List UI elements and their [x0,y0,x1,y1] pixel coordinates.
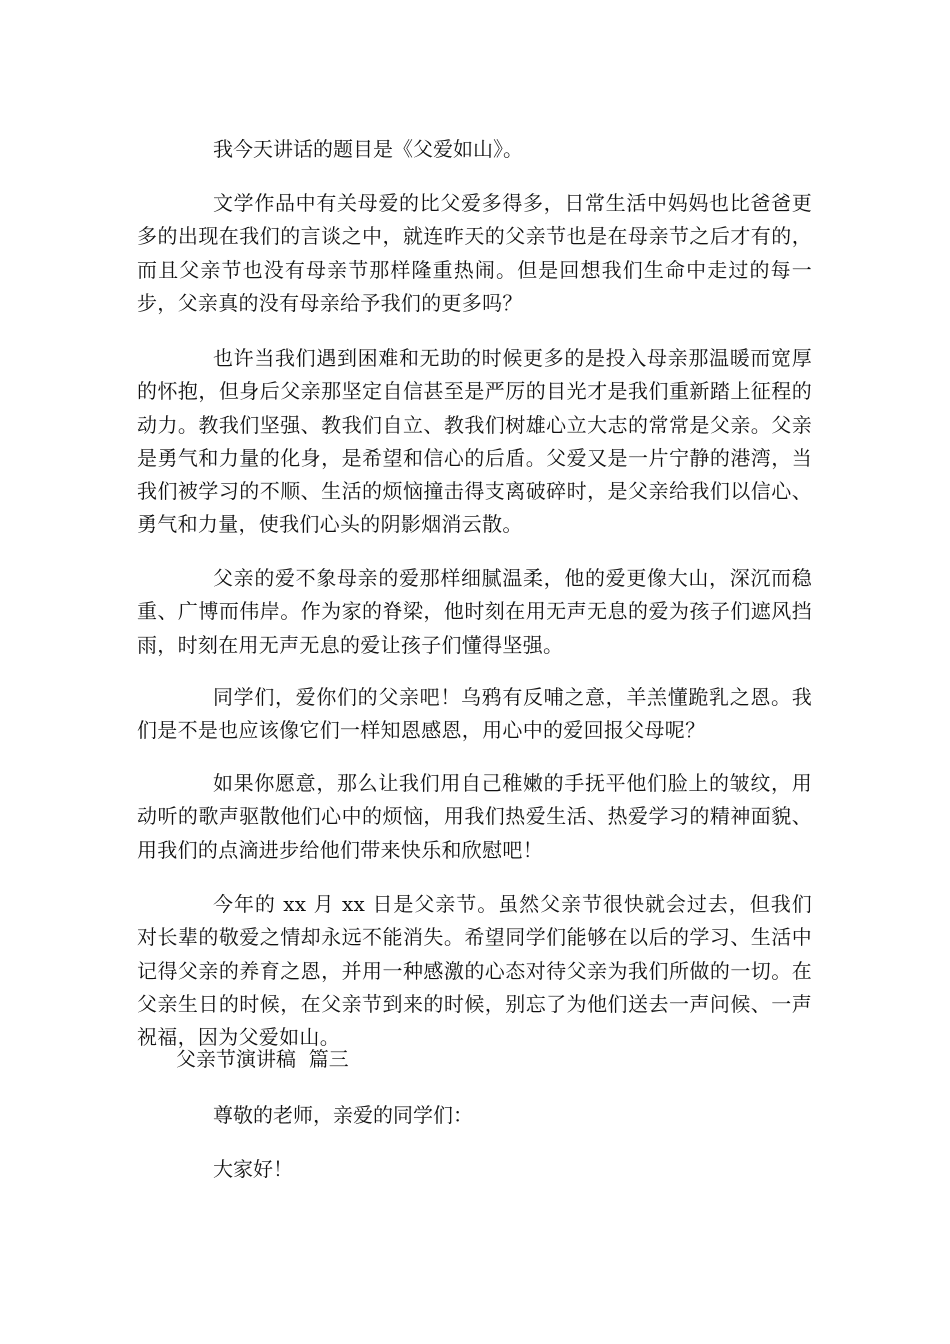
paragraph-love-your-father: 同学们，爱你们的父亲吧！乌鸦有反哺之意，羊羔懂跪乳之恩。我们是不是也应该像它们一样知恩感恩，用心中的爱回报父母呢？ [137,685,812,743]
paragraph-mother-love-comparison: 文学作品中有关母爱的比父爱多得多，日常生活中妈妈也比爸爸更多的出现在我们的言谈之中，就连昨天的父亲节也是在母亲节之后才有的，而且父亲节也没有母亲节那样隆重热闹。但是回想我们生命中走过的每一步，父亲真的没有母亲给予我们的更多吗？ [137,191,812,315]
paragraph-father-like-mountain: 父亲的爱不象母亲的爱那样细腻温柔，他的爱更像大山，深沉而稳重、广博而伟岸。作为家的脊梁，他时刻在用无声无息的爱为孩子们遮风挡雨，时刻在用无声无息的爱让孩子们懂得坚强。 [137,566,812,657]
section-heading: 父亲节演讲稿 篇三 [176,1047,349,1071]
greeting-line: 尊敬的老师，亲爱的同学们： [213,1103,473,1127]
paragraph-if-you-are-willing: 如果你愿意，那么让我们用自己稚嫩的手抚平他们脸上的皱纹，用动听的歌声驱散他们心中的烦恼，用我们热爱生活、热爱学习的精神面貌、用我们的点滴进步给他们带来快乐和欣慰吧！ [137,771,812,862]
speech-title-paragraph: 我今天讲话的题目是《父爱如山》。 [213,137,523,161]
hello-line: 大家好！ [213,1157,293,1181]
paragraph-father-strength: 也许当我们遇到困难和无助的时候更多的是投入母亲那温暖而宽厚的怀抱，但身后父亲那坚定自信甚至是严厉的目光才是我们重新踏上征程的动力。教我们坚强、教我们自立、教我们树雄心立大志的常常是父亲。父亲是勇气和力量的化身，是希望和信心的后盾。父爱又是一片宁静的港湾，当我们被学习的不顺、生活的烦恼撞击得支离破碎时，是父亲给我们以信心、勇气和力量，使我们心头的阴影烟消云散。 [137,346,812,537]
paragraph-fathers-day-date: 今年的 xx 月 xx 日是父亲节。虽然父亲节很快就会过去，但我们对长辈的敬爱之情却永远不能消失。希望同学们能够在以后的学习、生活中记得父亲的养育之恩，并用一种感激的心态对待父亲为我们所做的一切。在父亲生日的时候，在父亲节到来的时候，别忘了为他们送去一声问候、一声祝福，因为父爱如山。 [137,892,812,1050]
